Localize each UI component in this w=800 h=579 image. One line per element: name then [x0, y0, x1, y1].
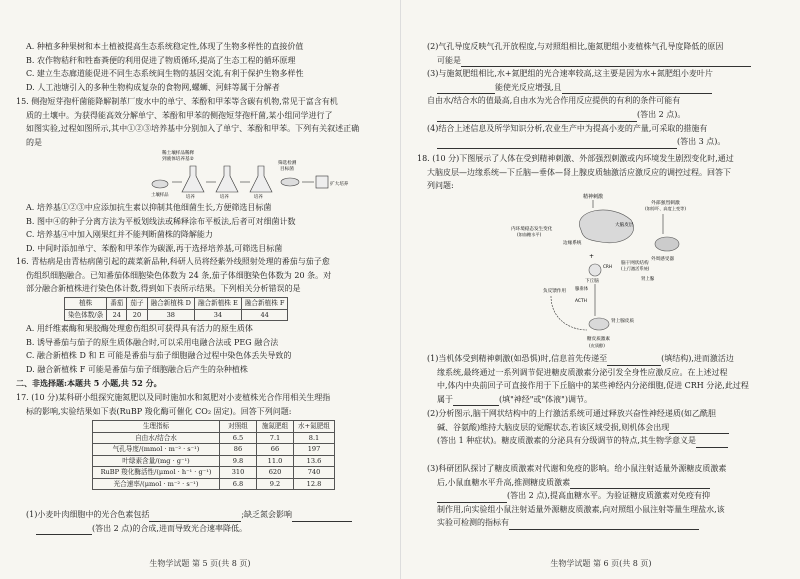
q14-option-a: A. 种植多种果树和本土植被提高生态系统稳定性,体现了生物多样性的直接价值	[26, 42, 304, 51]
fig-label: 培养	[254, 195, 263, 200]
fig-label: 到液体培养基②	[162, 157, 194, 162]
q18-sub1: (1)当机体受到精神刺激(如恐惧)时,信息首先传递至 (填结构),进而激活边 缘系统,最终通过一系列调节促进糖皮质激素分泌引发全身性应激反应。在上述过程 中,体内中央前回子可直接作用于下丘脑中的某些神经内分泌细胞,促进 CRH 分泌,此过程 属于 (填"神经"或"体液")调节。	[427, 352, 749, 406]
table-row: 叶绿素含量/(mg · g⁻¹) 9.8 11.0 13.6	[93, 455, 335, 467]
table-row: 光合速率/(μmol · m⁻² · s⁻¹) 6.8 9.2 12.8	[93, 478, 335, 490]
q17-sub2: (2)气孔导度反映气孔开放程度,与对照组相比,施氮肥组小麦植株气孔导度降低的原因 可能是 (3)与施氮肥组相比,水+氮肥组的光合速率较高,这主要是因为水+氮肥组小麦叶片 能使光反应增强,且 自由水/结合水的值最高,自由水为光合作用反应提供的有利的条件可能有 (答出 2 点)。 (4)结合上述信息及所学知识分析,农业生产中为提高小麦的产量,可采取的措施有 (答出 3 点)。	[427, 40, 751, 149]
q16-option: D. 融合新植株 F 可能是番茄与茄子细胞融合后产生的杂种植株	[26, 364, 248, 374]
q16-line: 伤组织细胞融合。已知番茄体细胞染色体数为 24 条,茄子体细胞染色体数为 20 条。对	[26, 270, 332, 280]
q15-options	[26, 201, 296, 255]
flask-icon	[182, 166, 204, 192]
svg-text:糖皮质激素: 糖皮质激素	[587, 337, 610, 342]
answer-blank[interactable]	[509, 520, 699, 530]
answer-blank[interactable]	[437, 112, 637, 122]
page-footer: 生物学试题 第 5 页(共 8 页)	[149, 559, 251, 568]
answer-blank[interactable]	[437, 139, 677, 149]
q14-options	[26, 40, 303, 94]
q18-line: 大脑皮层—边缘系统—下丘脑—垂体—肾上腺皮质轴激活应激反应的调控过程。回答下	[427, 167, 731, 177]
answer-blank[interactable]	[696, 438, 728, 448]
q16-table	[64, 297, 288, 321]
answer-blank[interactable]	[437, 84, 495, 94]
answer-blank[interactable]	[437, 493, 507, 503]
svg-text:边缘系统: 边缘系统	[563, 241, 582, 246]
fig-label-mental: 精神刺激	[583, 194, 604, 200]
soil-sample-dish	[152, 180, 168, 188]
q15-line: 的是	[26, 137, 42, 147]
svg-text:(如血糖水平): (如血糖水平)	[517, 232, 542, 237]
q16-line: 部分融合新植株进行染色体计数,得到如下表所示结果。下列相关分析错误的是	[26, 284, 301, 294]
q18-sub2: (2)分析图示,脑干网状结构中的上行激活系统可通过释放兴奋性神经递质(如乙酰胆 碱、谷氨酸)维持大脑皮层的觉醒状态,若该区域受损,则机体会出现 (答出 1 种症状)。糖皮质激素的分泌具有分级调节的特点,其生物学意义是	[427, 407, 729, 448]
answer-blank[interactable]	[149, 512, 241, 522]
petri-dish-icon	[281, 178, 299, 186]
ear-receptor-icon	[655, 237, 679, 251]
q17-table	[92, 420, 335, 490]
q14-option-d: D. 人工池塘引入的多种生物构成复杂的食物网,螺蛳、河蚌等属于分解者	[26, 82, 280, 92]
q18-sub3: (3)科研团队探讨了糖皮质激素对代谢和免疫的影响。给小鼠注射适量外源糖皮质激素 后,小鼠血糖水平升高,推测糖皮质激素 (答出 2 点),提高血糖水平。为验证糖皮质激素对免疫有抑 制作用,向实验组小鼠注射适量外源糖皮质激素,向对照组小鼠注射等量生理盐水,该 实验可检测的指标有	[427, 462, 726, 530]
q16-stem	[16, 255, 331, 296]
q15-line: 15. 侧孢短芽孢杆菌能降解制革厂废水中的单宁、苯酚和甲苯等含碳有机物,常见于富含有机	[16, 97, 338, 106]
q16-option: C. 融合新植株 D 和 E 可能是番茄与茄子细胞融合过程中染色体丢失导致的	[26, 351, 292, 361]
table-header-row: 生理指标 对照组 施氮肥组 水+氮肥组	[93, 421, 335, 433]
answer-blank[interactable]	[562, 84, 712, 94]
table-row: 气孔导度/(mmol · m⁻² · s⁻¹) 86 66 197	[93, 444, 335, 456]
answer-blank[interactable]	[570, 479, 710, 489]
svg-text:下丘脑: 下丘脑	[585, 279, 599, 284]
q15-option: A. 培养基①②③中应添加抗生素以抑制其他细菌生长,方便筛选目标菌	[26, 203, 272, 212]
q14-option-b: B. 农作物秸秆和牲畜粪便的利用促进了物质循环,提高了生态工程的循环原理	[26, 55, 296, 65]
adrenal-icon	[589, 318, 609, 330]
fig-label: 土壤样品	[151, 193, 169, 198]
q15-option: D. 中间时添加单宁、苯酚和甲苯作为碳源,再于选择培养基,可筛选目标菌	[26, 243, 283, 253]
answer-blank[interactable]	[669, 424, 729, 434]
hypothalamus-icon	[589, 264, 601, 276]
fig-label: 培养	[186, 195, 195, 200]
flask-icon	[216, 166, 238, 192]
svg-text:+: +	[589, 253, 595, 260]
q17-sub1: (1)小麦叶肉细胞中的光合色素包括 ;缺乏氮会影响 (答出 2 点)的合成,进而导致光合速率降低。	[26, 508, 352, 535]
page-footer: 生物学试题 第 6 页(共 8 页)	[550, 559, 652, 568]
q15-experiment-figure	[150, 148, 350, 200]
svg-text:大脑皮层: 大脑皮层	[615, 223, 634, 228]
answer-blank[interactable]	[453, 396, 499, 406]
q16-option: A. 用纤维素酶和果胶酶处理愈伤组织可获得具有活力的原生质体	[26, 324, 253, 333]
svg-text:ACTH: ACTH	[575, 299, 587, 304]
q17-stem	[16, 391, 330, 418]
page-6	[400, 0, 800, 579]
q18-line: 18. (10 分)下图展示了人体在受到精神刺激、外部强烈刺激或内环境发生剧烈变化时,通过	[417, 154, 734, 163]
section-title: 二、非选择题:本题共 5 小题,共 52 分。	[16, 378, 162, 388]
q17-line: 标的影响,实验结果如下表(RuBP 羧化酶可催化 CO₂ 固定)。回答下列问题:	[26, 406, 292, 416]
stress-axis-diagram	[491, 190, 721, 350]
culture-tube-icon	[316, 176, 328, 188]
q15-stem	[16, 95, 359, 149]
svg-text:肾上腺皮质: 肾上腺皮质	[611, 319, 634, 324]
fig-label: 培养	[220, 195, 229, 200]
svg-text:内环境稳态发生变化: 内环境稳态发生变化	[511, 227, 553, 232]
svg-text:CRH: CRH	[603, 264, 612, 269]
flask-icon	[250, 166, 272, 192]
fig-label: 筛选检测	[278, 161, 297, 166]
svg-text:(如惊吓、高度上变等): (如惊吓、高度上变等)	[645, 206, 686, 211]
q17-line: 17. (10 分)某科研小组探究施氮肥以及同时施加水和氮肥对小麦植株光合作用相关生理指	[16, 393, 331, 402]
answer-blank[interactable]	[36, 525, 92, 535]
q18-line: 列问题:	[427, 181, 454, 191]
q16-options	[26, 322, 291, 376]
svg-text:(皮质醇): (皮质醇)	[589, 343, 605, 348]
svg-text:脑干网状结构: 脑干网状结构	[621, 261, 649, 266]
fig-label: 稀土壤样品稀释	[162, 151, 195, 156]
q15-option: B. 图中④的种子分离方法为平板划线法或稀释涂布平板法,后者可对细菌计数	[26, 216, 296, 226]
q16-line: 16. 青枯病是由青枯病菌引起的蔬菜新品种,科研人员将经紫外线照射处理的番茄与茄子愈	[16, 257, 330, 266]
q16-option: B. 诱导番茄与茄子的原生质体融合时,可以采用电融合法或 PEG 融合法	[26, 337, 279, 347]
svg-text:(上行激活系统): (上行激活系统)	[621, 266, 650, 271]
q15-line: 质的土壤中。为获得能高效分解单宁、苯酚和甲苯的侧孢短芽孢杆菌,某小组同学进行了	[26, 110, 333, 120]
q14-option-c: C. 建立生态廊道能促进不同生态系统间生物的基因交流,有利于保护生物多样性	[26, 69, 304, 79]
q15-option: C. 培养基④中加入刚果红并不能判断菌株的降解能力	[26, 230, 213, 240]
svg-text:负反馈作用: 负反馈作用	[543, 289, 566, 294]
answer-blank[interactable]	[292, 512, 352, 522]
table-row: RuBP 羧化酶活性/(μmol · h⁻¹ · g⁻¹) 310 620 740	[93, 467, 335, 479]
q18-stem	[417, 152, 734, 193]
answer-blank[interactable]	[461, 57, 751, 67]
svg-text:腺垂体: 腺垂体	[575, 287, 589, 292]
svg-text:外周感受器: 外周感受器	[651, 257, 674, 262]
table-row: 染色体数/条 24 20 38 34 44	[65, 309, 288, 321]
table-header-row: 植株 番茄 茄子 融合新植株 D 融合新植株 E 融合新植株 F	[65, 298, 288, 310]
fig-label: 扩大培养	[330, 182, 349, 187]
fig-label: 目标菌	[280, 167, 294, 172]
answer-blank[interactable]	[607, 356, 661, 366]
table-row: 自由水/结合水 6.5 7.1 8.1	[93, 432, 335, 444]
fig-label-external: 外部强烈刺激	[651, 201, 680, 206]
q15-line: 如图实验,过程如图所示,其中①②③培养基中分别加入了单宁、苯酚和甲苯。下列有关叙述正确	[26, 124, 360, 134]
svg-text:肾上腺: 肾上腺	[641, 277, 655, 282]
